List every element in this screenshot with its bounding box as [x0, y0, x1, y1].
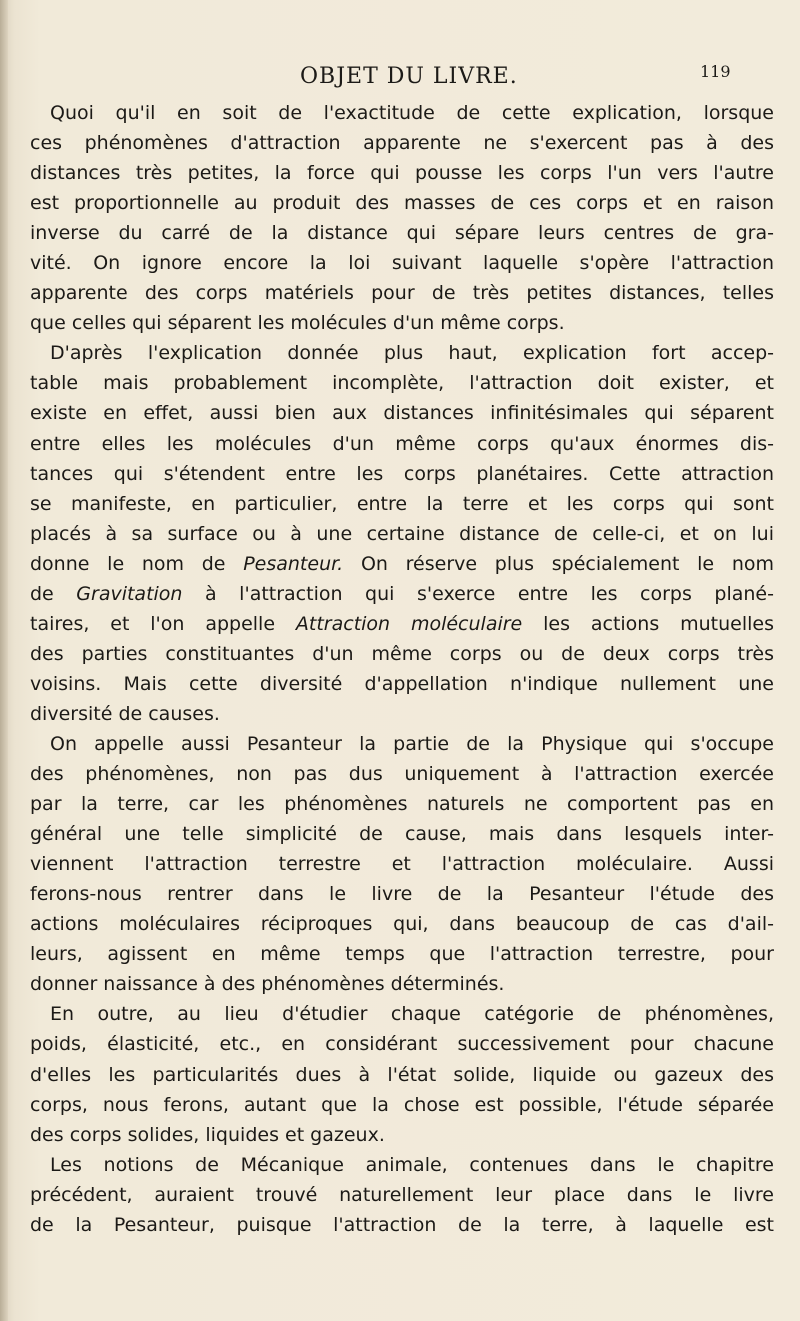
text-line: leurs, agissent en même temps que l'attraction terrestre, pour — [30, 943, 774, 966]
body-text — [30, 98, 774, 1240]
page-number: 119 — [700, 62, 731, 81]
text-line: entre elles les molécules d'un même corps qu'aux énormes dis- — [30, 432, 774, 455]
text-line: voisins. Mais cette diversité d'appellation n'indique nullement une — [30, 672, 774, 695]
text-line: vité. On ignore encore la loi suivant laquelle s'opère l'attraction — [30, 252, 774, 275]
text-line: Les notions de Mécanique animale, contenues dans le chapitre — [50, 1153, 774, 1176]
text-segment: On réserve plus spécialement le nom — [343, 552, 775, 575]
text-line: ces phénomènes d'attraction apparente ne s'exercent pas à des — [30, 132, 774, 155]
text-line: est proportionnelle au produit des masses de ces corps et en raison — [30, 192, 774, 215]
text-segment: de — [30, 582, 77, 605]
text-line: que celles qui séparent les molécules d'un même corps. — [30, 312, 565, 335]
text-line: poids, élasticité, etc., en considérant successivement pour chacune — [30, 1033, 774, 1056]
text-line: table mais probablement incomplète, l'attraction doit exister, et — [30, 372, 774, 395]
text-segment: à l'attraction qui s'exerce entre les corps plané- — [182, 582, 774, 605]
text-line-with-term — [30, 579, 774, 609]
paragraph-2 — [30, 338, 774, 729]
text-line: placés à sa surface ou à une certaine distance de celle-ci, et on lui — [30, 522, 774, 545]
text-line: D'après l'explication donnée plus haut, explication fort accep- — [50, 342, 774, 365]
text-line: Quoi qu'il en soit de l'exactitude de cette explication, lorsque — [50, 102, 774, 124]
text-line: actions moléculaires réciproques qui, dans beaucoup de cas d'ail- — [30, 913, 774, 936]
text-line: corps, nous ferons, autant que la chose est possible, l'étude séparée — [30, 1093, 774, 1116]
text-line: diversité de causes. — [30, 702, 220, 725]
paragraph-5 — [30, 1150, 774, 1240]
text-line: viennent l'attraction terrestre et l'attraction moléculaire. Aussi — [30, 853, 774, 876]
paragraph-1 — [30, 98, 774, 338]
text-line-with-term — [30, 609, 774, 639]
text-line: des corps solides, liquides et gazeux. — [30, 1123, 385, 1146]
text-segment: donne le nom de — [30, 552, 244, 575]
text-line: général une telle simplicité de cause, mais dans lesquels inter- — [30, 823, 774, 846]
text-line: distances très petites, la force qui pousse les corps l'un vers l'autre — [30, 162, 774, 185]
text-line: par la terre, car les phénomènes naturels ne comportent pas en — [30, 793, 774, 816]
text-line: d'elles les particularités dues à l'état solide, liquide ou gazeux des — [30, 1063, 774, 1086]
binding-edge — [0, 0, 8, 1321]
term-attraction-moleculaire: Attraction moléculaire — [295, 612, 523, 635]
text-line: existe en effet, aussi bien aux distances infinitésimales qui séparent — [30, 402, 774, 425]
paragraph-3 — [30, 729, 774, 999]
text-line: apparente des corps matériels pour de très petites distances, telles — [30, 282, 774, 305]
running-title: OBJET DU LIVRE. — [300, 64, 518, 89]
text-line: En outre, au lieu d'étudier chaque catégorie de phénomènes, — [50, 1003, 774, 1026]
text-line: se manifeste, en particulier, entre la terre et les corps qui sont — [30, 492, 774, 515]
text-line: inverse du carré de la distance qui sépare leurs centres de gra- — [30, 222, 774, 245]
text-line: des parties constituantes d'un même corps ou de deux corps très — [30, 642, 774, 665]
paragraph-4 — [30, 999, 774, 1149]
page-header — [0, 64, 800, 94]
text-line: des phénomènes, non pas dus uniquement à l'attraction exercée — [30, 763, 774, 786]
text-segment: les actions mutuelles — [522, 612, 774, 635]
text-line: de la Pesanteur, puisque l'attraction de la terre, à laquelle est — [30, 1213, 774, 1236]
text-segment: taires, et l'on appelle — [30, 612, 296, 635]
text-line: donner naissance à des phénomènes déterminés. — [30, 973, 505, 996]
text-line: ferons-nous rentrer dans le livre de la Pesanteur l'étude des — [30, 883, 774, 906]
text-line: On appelle aussi Pesanteur la partie de la Physique qui s'occupe — [50, 732, 774, 755]
text-line: tances qui s'étendent entre les corps planétaires. Cette attraction — [30, 462, 774, 485]
text-line-with-term — [30, 549, 774, 579]
term-pesanteur: Pesanteur. — [243, 552, 344, 575]
text-line: précédent, auraient trouvé naturellement leur place dans le livre — [30, 1183, 774, 1206]
term-gravitation: Gravitation — [76, 582, 183, 605]
